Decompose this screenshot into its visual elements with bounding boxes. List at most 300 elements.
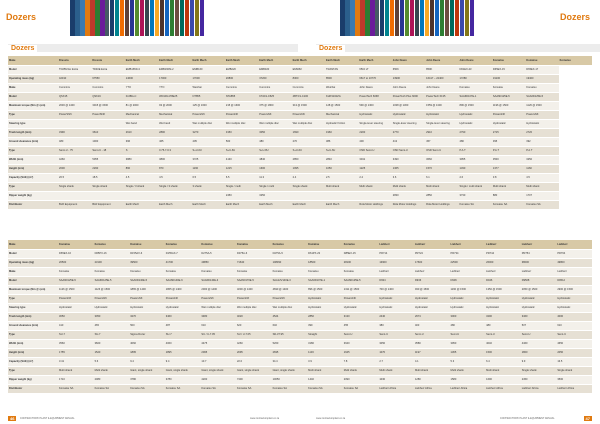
table-cell: 3.41 (58, 357, 94, 366)
table-cell: Earth Mech (325, 200, 358, 209)
table-cell: 3725 (192, 155, 225, 164)
table-cell: 3820 (94, 339, 130, 348)
category-tab[interactable] (110, 0, 115, 36)
table-row (8, 348, 592, 357)
header-cell: Earth Mech (192, 56, 225, 65)
category-tab[interactable] (145, 0, 150, 36)
category-tab[interactable] (140, 0, 145, 36)
row-label: Type (8, 294, 58, 303)
table-cell: Hydrostatic (378, 294, 414, 303)
category-tab[interactable] (405, 0, 410, 36)
table-row (8, 191, 592, 200)
header-cell: Komatsu (94, 240, 130, 249)
category-tab[interactable] (75, 0, 80, 36)
header-cell: Earth Mech (225, 56, 258, 65)
header-cell: Liebherr (414, 240, 450, 249)
table-cell: 1440 (307, 375, 343, 384)
table-cell: Liebherr Africa (378, 384, 414, 393)
table-cell: Powershift (225, 110, 258, 119)
category-tab[interactable] (130, 0, 135, 36)
table-cell: P.A.T (492, 146, 525, 155)
table-cell: S+U-6U (192, 146, 225, 155)
table-cell: 4460 (521, 339, 557, 348)
table-cell: Cummins (292, 83, 325, 92)
table-cell (325, 191, 358, 200)
category-tab[interactable] (120, 0, 125, 36)
table-cell: Powershift (58, 294, 94, 303)
table-cell: 1196 @ 1500 (492, 101, 525, 110)
table-row (8, 137, 592, 146)
table-cell: 3950 (450, 339, 486, 348)
table-cell: 2050 @ 1500 (521, 285, 557, 294)
table-cell: Rola Motor Holdings (392, 200, 425, 209)
row-label: Capacity (SAE) (m³) (8, 357, 58, 366)
header-cell: Komatsu (307, 240, 343, 249)
table-cell: 395 (492, 137, 525, 146)
table-cell: 4.5 (525, 173, 558, 182)
category-tab[interactable] (180, 0, 185, 36)
table-cell: 1895 (129, 348, 165, 357)
header-cell: Komatsu (343, 240, 379, 249)
table-cell: 1126 @ 1500 (58, 285, 94, 294)
table-cell: 4690 @ 1400 (272, 285, 308, 294)
footer-url-left[interactable]: www.contractorsplant.co.za (250, 417, 280, 420)
row-label: Type (8, 146, 58, 155)
table-cell: 3.6 (392, 173, 425, 182)
category-tab[interactable] (125, 0, 130, 36)
table-cell: 34.4 (272, 357, 308, 366)
category-tab[interactable] (410, 0, 415, 36)
table-cell: D9508 (521, 276, 557, 285)
table-cell: Hydrostatic (492, 119, 525, 128)
table-cell: Komatsu (343, 267, 379, 276)
table-cell: 3270 (129, 312, 165, 321)
category-tab[interactable] (70, 0, 75, 36)
table-cell: SAA6D107E-1 (459, 92, 492, 101)
table-row (8, 267, 592, 276)
table-cell: 2090 (343, 375, 379, 384)
table-cell: 9.4 (129, 357, 165, 366)
table-cell: 610 (200, 321, 236, 330)
category-tab[interactable] (190, 0, 195, 36)
table-cell: 17600 (414, 258, 450, 267)
table-cell: 2.4 (292, 173, 325, 182)
table-cell: QSX15 (58, 92, 91, 101)
table-cell: 1365 (392, 164, 425, 173)
table-cell: Hydrostatic (343, 303, 379, 312)
category-tab[interactable] (85, 0, 90, 36)
row-label: Width (mm) (8, 339, 58, 348)
table-cell: D936 (414, 276, 450, 285)
table-cell: SAA12V140E-3 (272, 276, 308, 285)
table-cell (91, 119, 124, 128)
table-cell: 1050 (325, 164, 358, 173)
table-cell: Komatsu (129, 267, 165, 276)
table-cell: Powershift (258, 110, 291, 119)
table-cell: 3290 (485, 312, 521, 321)
table-cell: 399 (307, 321, 343, 330)
table-row (8, 155, 592, 164)
table-cell: Liebherr (521, 267, 557, 276)
table-cell: SD-37.95 (272, 330, 308, 339)
spec-table-top (8, 56, 592, 210)
table-cell: Straight (307, 330, 343, 339)
category-tab[interactable] (100, 0, 105, 36)
table-cell: TRANTAN (325, 65, 358, 74)
row-label: Make (8, 267, 58, 276)
category-tab[interactable] (355, 0, 360, 36)
footer-text-left: CONTRACTORS' PLANT & EQUIPMENT ANNUAL (20, 417, 75, 420)
category-tab[interactable] (450, 0, 455, 36)
category-tab[interactable] (195, 0, 200, 36)
table-row (8, 200, 592, 209)
table-cell: Single shank (91, 182, 124, 191)
table-cell: 1865 @ 1400 (129, 285, 165, 294)
table-cell: 313 @ 1500 (292, 101, 325, 110)
row-label: Type (8, 182, 58, 191)
category-tab[interactable] (455, 0, 460, 36)
table-row (8, 294, 592, 303)
table-cell: Komatsu SA (165, 384, 201, 393)
table-row (8, 330, 592, 339)
table-cell: Cummins (225, 83, 258, 92)
table-cell: Liebherr Africa (521, 384, 557, 393)
category-tab[interactable] (80, 0, 85, 36)
header-cell: Liebherr (485, 240, 521, 249)
table-cell: Single / multi shank (459, 182, 492, 191)
footer-url-right[interactable]: www.contractorsplant.co.za (316, 417, 346, 420)
table-cell: P.A.T (459, 146, 492, 155)
table-cell: 3000 (450, 312, 486, 321)
table-cell: OSD Semi-U (392, 146, 425, 155)
table-cell: TD25M Ex Extra (58, 65, 91, 74)
table-cell: Single-lever steering (425, 119, 458, 128)
category-tab[interactable] (340, 0, 345, 36)
category-tab[interactable] (345, 0, 350, 36)
table-cell: 19100 (492, 74, 525, 83)
category-tab[interactable] (395, 0, 400, 36)
table-cell: 700 @ 1400 (378, 285, 414, 294)
table-cell (91, 191, 124, 200)
table-cell: 650K (392, 65, 425, 74)
table-row (8, 249, 592, 258)
category-tab[interactable] (415, 0, 420, 36)
category-tab[interactable] (350, 0, 355, 36)
table-cell: Wet multiple disc (272, 303, 308, 312)
category-tab[interactable] (390, 0, 395, 36)
table-cell: 2050 (556, 348, 592, 357)
table-row (8, 321, 592, 330)
table-cell: 1710 (58, 375, 94, 384)
category-tabs-left[interactable] (70, 0, 205, 36)
category-tab[interactable] (200, 0, 205, 36)
table-cell: 620 (236, 321, 272, 330)
category-tab[interactable] (95, 0, 100, 36)
spec-table-bottom (8, 240, 592, 394)
table-cell: 1500 (485, 348, 521, 357)
table-cell: Komatsu SA (94, 384, 130, 393)
category-tab[interactable] (175, 0, 180, 36)
table-cell: Semi-U - 75 (58, 146, 91, 155)
table-cell: 1377 (492, 164, 525, 173)
category-tab[interactable] (435, 0, 440, 36)
table-cell (125, 191, 158, 200)
table-cell: 465 (94, 321, 130, 330)
table-cell: 3270 (192, 128, 225, 137)
table-cell: Liebherr (378, 267, 414, 276)
table-cell: 13.7 (200, 357, 236, 366)
table-cell: SAA6D125E-5 (525, 92, 558, 101)
table-cell: OSD Semi-U (358, 146, 391, 155)
table-cell: 4.5 (125, 173, 158, 182)
table-cell: Multi shank (94, 366, 130, 375)
table-cell: 13900 (378, 258, 414, 267)
table-cell: BLR Equipment (58, 200, 91, 209)
table-cell: 3050 (378, 339, 414, 348)
category-tab[interactable] (470, 0, 475, 36)
header-cell: Komatsu (58, 240, 94, 249)
header-cell: Komatsu (525, 56, 558, 65)
category-tab[interactable] (425, 0, 430, 36)
table-cell: 1038 @ 1300 (392, 101, 425, 110)
table-cell: 3500 (556, 375, 592, 384)
header-cell: Komatsu (165, 240, 201, 249)
table-cell: 1133 (307, 348, 343, 357)
table-cell: Multi shank (485, 366, 521, 375)
table-cell: Liebherr Africa (485, 384, 521, 393)
table-cell: D155AX-7 (165, 249, 201, 258)
table-cell: Giant, single shank (165, 366, 201, 375)
table-row (8, 285, 592, 294)
table-cell: 1095 (292, 164, 325, 173)
table-row (8, 384, 592, 393)
header-cell: Komatsu (200, 240, 236, 249)
category-tab[interactable] (380, 0, 385, 36)
page-number-left: 46 (10, 416, 15, 421)
table-cell (292, 191, 325, 200)
table-cell: D65PX-16 (94, 249, 130, 258)
table-cell: Liebherr Africa (414, 384, 450, 393)
category-tab[interactable] (170, 0, 175, 36)
table-cell: 2850 (425, 191, 458, 200)
table-cell: 1865 @ 1400 (165, 285, 201, 294)
category-tab[interactable] (460, 0, 465, 36)
footer-text-right: CONTRACTORS' PLANT & EQUIPMENT ANNUAL (500, 417, 555, 420)
section-header-left (8, 44, 298, 52)
category-tab[interactable] (370, 0, 375, 36)
table-cell: 930 @ 1500 (414, 285, 450, 294)
table-cell: 1365 (450, 348, 486, 357)
category-tab[interactable] (420, 0, 425, 36)
table-cell: SAA6D125E-5 (58, 276, 94, 285)
category-tab[interactable] (375, 0, 380, 36)
table-cell: 3390 (58, 128, 91, 137)
category-tabs-right[interactable] (340, 0, 475, 36)
table-cell: Wet band (125, 119, 158, 128)
table-cell: 3 shank (192, 182, 225, 191)
table-cell: 1000 (91, 137, 124, 146)
table-cell: 3480 (200, 312, 236, 321)
table-cell: Komatsu (525, 83, 558, 92)
table-cell: D65EX-15 (492, 65, 525, 74)
table-row (8, 357, 592, 366)
table-cell: Earth Mech (125, 200, 158, 209)
table-cell: 6.1 (425, 173, 458, 182)
table-cell: SAA6D140E-5 (129, 276, 165, 285)
table-cell: D61EX-23 (459, 65, 492, 74)
table-cell: 2790 (459, 128, 492, 137)
table-row (8, 92, 592, 101)
category-tab[interactable] (150, 0, 155, 36)
table-cell: Komatsu SA (307, 384, 343, 393)
category-tab[interactable] (400, 0, 405, 36)
table-cell: SAA6D107E-1 (307, 276, 343, 285)
table-cell: D61PX-23 (307, 249, 343, 258)
table-cell: 42010 (58, 74, 91, 83)
table-cell: Single-lever steering (358, 119, 391, 128)
category-tab[interactable] (115, 0, 120, 36)
table-cell: SAA6D125E-5 (343, 276, 379, 285)
table-cell: D9512 (556, 276, 592, 285)
table-cell: PowerShift (58, 110, 91, 119)
table-cell: SAA6D170E-5 (236, 276, 272, 285)
table-row (8, 258, 592, 267)
table-cell: Giant, single shank (236, 366, 272, 375)
row-label: Distributor (8, 384, 58, 393)
table-cell: 6.5 (192, 173, 225, 182)
category-tab[interactable] (105, 0, 110, 36)
category-tab[interactable] (365, 0, 370, 36)
table-cell: 49850 (200, 258, 236, 267)
table-cell: PR754 (521, 249, 557, 258)
table-cell: 590 @ 1300 (358, 101, 391, 110)
table-cell: Mechanical (325, 110, 358, 119)
table-cell: Liebherr (450, 267, 486, 276)
table-cell: EM90M (292, 65, 325, 74)
table-cell: Powershift (236, 294, 272, 303)
table-cell: 375 @ 1800 (258, 101, 291, 110)
table-cell: Mechanical (158, 110, 191, 119)
table-row (8, 119, 592, 128)
table-cell: Hydrostatic (459, 110, 492, 119)
category-tab[interactable] (445, 0, 450, 36)
category-tab[interactable] (165, 0, 170, 36)
table-cell: 4524 (272, 312, 308, 321)
table-cell: Komatsu SA (58, 384, 94, 393)
table-cell: 4060 (129, 339, 165, 348)
row-label: Steering type (8, 119, 58, 128)
table-cell: Hydrostatic (165, 303, 201, 312)
table-cell: Multi shank (450, 366, 486, 375)
table-cell: 26000 (485, 258, 521, 267)
table-cell: D475A-5 (272, 249, 308, 258)
table-cell: Hydrostatic (307, 303, 343, 312)
category-tab[interactable] (155, 0, 160, 36)
header-cell: Earth Mech (358, 56, 391, 65)
table-cell: 2890 (158, 128, 191, 137)
table-cell: 1600 (258, 164, 291, 173)
table-cell: 403 (414, 321, 450, 330)
table-cell: 4475 (200, 339, 236, 348)
table-cell: 3180 (307, 339, 343, 348)
table-cell: Komatsu SA (525, 200, 558, 209)
table-cell: Hydrostatic (358, 110, 391, 119)
table-cell: S (125, 146, 158, 155)
table-cell: PowerTech 6068 (358, 92, 391, 101)
table-cell: 1690 (485, 375, 521, 384)
table-cell: 2910 (425, 128, 458, 137)
header-cell: Komatsu (272, 240, 308, 249)
table-cell: 1960 (325, 128, 358, 137)
table-cell: 2080 (94, 375, 130, 384)
table-cell: 896 @ 1500 (459, 101, 492, 110)
table-cell: Hydrostatic (556, 294, 592, 303)
table-cell: 7.8 (343, 357, 379, 366)
table-cell: 2830 (392, 191, 425, 200)
category-tab[interactable] (440, 0, 445, 36)
row-label: Operating mass (kg) (8, 74, 58, 83)
category-tab[interactable] (90, 0, 95, 36)
table-cell: SU-7 (165, 330, 201, 339)
table-cell: Liebherr (556, 267, 592, 276)
table-cell: 1330 (459, 164, 492, 173)
table-cell: Komatsu SA (492, 200, 525, 209)
table-cell: D946 (485, 276, 521, 285)
table-cell: 3780 (129, 375, 165, 384)
table-cell: 1690 (292, 128, 325, 137)
table-cell: 4260 (58, 155, 91, 164)
table-cell: Multi shank (425, 182, 458, 191)
table-cell: 3041 (358, 155, 391, 164)
table-header-row (8, 56, 592, 65)
table-cell: 17000 (192, 74, 225, 83)
row-label: Model (8, 65, 58, 74)
header-cell: Earth Mech (125, 56, 158, 65)
table-cell: 11.3 (258, 173, 291, 182)
category-tab[interactable] (135, 0, 140, 36)
table-cell: 7400 (236, 375, 272, 384)
table-cell: Cummins (258, 83, 291, 92)
category-tab[interactable] (185, 0, 190, 36)
table-cell: 5055 (91, 155, 124, 164)
header-cell: Komatsu (559, 56, 592, 65)
category-tab[interactable] (160, 0, 165, 36)
table-cell: 2450 (225, 191, 258, 200)
category-tab[interactable] (360, 0, 365, 36)
table-cell: 5.6 (94, 357, 130, 366)
table-cell: Hydrostatic (450, 303, 486, 312)
table-cell: 380 (378, 321, 414, 330)
table-cell: Semi-U (521, 330, 557, 339)
table-cell: Komatsu SA (200, 384, 236, 393)
category-tab[interactable] (385, 0, 390, 36)
category-tab[interactable] (430, 0, 435, 36)
table-cell: Komatsu SA (272, 384, 308, 393)
row-label: Height (mm) (8, 348, 58, 357)
header-cell: Make (8, 240, 58, 249)
table-cell: PR744 (485, 249, 521, 258)
table-cell: 4060 (165, 339, 201, 348)
table-cell: D-6BG-C (125, 92, 158, 101)
table-cell: EMB160M-2 (158, 65, 191, 74)
table-cell: SAA6D125E-5 (94, 276, 130, 285)
table-cell: D65EX-16 (58, 249, 94, 258)
table-cell: SU / U-7.05 (236, 330, 272, 339)
table-cell: S+U-6U (325, 146, 358, 155)
table-cell: 18.5 (91, 173, 124, 182)
category-tab[interactable] (465, 0, 470, 36)
table-cell: P.A.T (525, 146, 558, 155)
